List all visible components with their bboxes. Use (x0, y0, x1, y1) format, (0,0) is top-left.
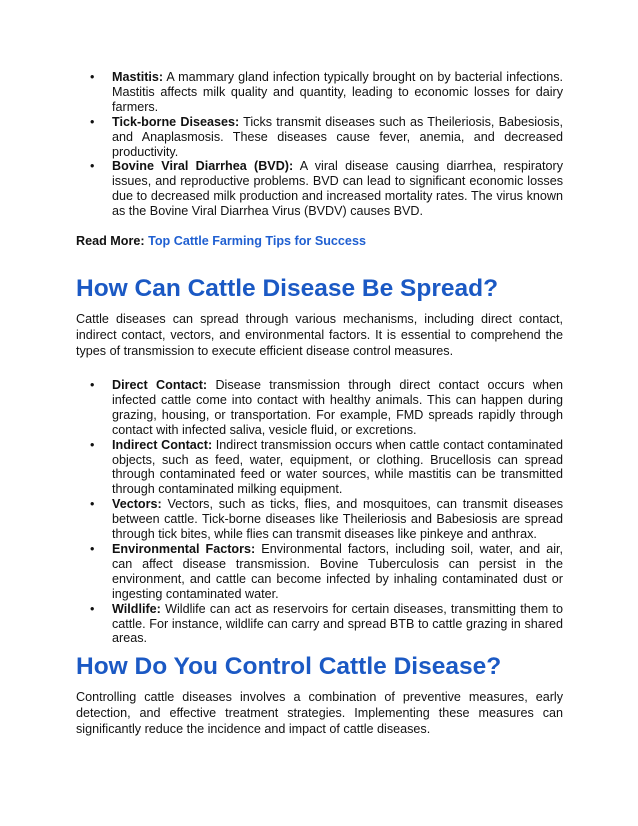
list-term: Direct Contact: (112, 378, 208, 392)
list-text: A viral disease causing diarrhea, respiratory issues, and reproductive problems. BVD can lead to significant economic losses due to decreased milk production and increased mortality rates. The virus known as the Bovine Viral Diarrhea Virus (BVDV) causes BVD. (112, 159, 563, 219)
read-more-link[interactable]: Top Cattle Farming Tips for Success (148, 234, 366, 248)
bullet-icon (90, 115, 94, 130)
section-intro-control: Controlling cattle diseases involves a combination of preventive measures, early detection, and effective treatment strategies. Implementing these measures can significantly reduce the incidence and impact of cattle diseases. (76, 690, 563, 736)
list-item-bvd (90, 159, 563, 219)
list-text: Wildlife can act as reservoirs for certain diseases, transmitting them to cattle. For instance, wildlife can carry and spread BTB to cattle grazing in shared areas. (112, 601, 563, 646)
list-text: A mammary gland infection typically brought on by bacterial infections. Mastitis affects milk quality and quantity, leading to economic losses for dairy farmers. (112, 70, 563, 114)
bullet-icon (90, 378, 94, 393)
list-item-indirect-contact (90, 438, 563, 498)
disease-types-list (90, 70, 563, 219)
list-term: Vectors: (112, 497, 162, 512)
list-term: Wildlife: (112, 601, 161, 616)
list-text: Disease transmission through direct contact occurs when infected cattle come into contact with healthy animals. This can happen during grazing, housing, or transportation. For example, FMD spreads rapidly through contact with infected saliva, vesicle fluid, or excretions. (112, 378, 563, 437)
list-term: Indirect Contact: (112, 437, 213, 452)
bullet-icon (90, 602, 94, 617)
read-more (76, 234, 366, 248)
list-text: Environmental factors, including soil, water, and air, can affect disease transmission. Bovine Tuberculosis can persist in the environment, and cattle can become infected by inhaling contaminated dust or ingesting contaminated water. (112, 541, 563, 601)
list-item-tick-borne (90, 115, 563, 160)
list-term: Tick-borne Diseases: (112, 114, 240, 129)
list-term: Mastitis: (112, 70, 164, 84)
list-term: Environmental Factors: (112, 541, 256, 556)
section-heading-spread: How Can Cattle Disease Be Spread? (76, 275, 499, 302)
list-term: Bovine Viral Diarrhea (BVD): (112, 159, 294, 174)
list-item-environmental (90, 542, 563, 602)
bullet-icon (90, 159, 94, 174)
read-more-label: Read More: (76, 234, 149, 248)
list-item-wildlife (90, 602, 563, 647)
list-item-vectors (90, 497, 563, 542)
bullet-icon (90, 497, 94, 512)
list-text: Ticks transmit diseases such as Theileriosis, Babesiosis, and Anaplasmosis. These diseases cause fever, anemia, and decreased productivity. (112, 114, 563, 159)
bullet-icon (90, 542, 94, 557)
list-text: Indirect transmission occurs when cattle contact contaminated objects, such as feed, water, equipment, or clothing. Brucellosis can spread through contaminated feed or water sources, while mastitis can be transmitted through contaminated milking equipment. (112, 437, 564, 497)
bullet-icon (90, 438, 94, 453)
bullet-icon (90, 70, 94, 85)
section-heading-control: How Do You Control Cattle Disease? (76, 653, 502, 680)
list-item-mastitis (90, 70, 563, 115)
section-intro-spread: Cattle diseases can spread through various mechanisms, including direct contact, indirect contact, vectors, and environmental factors. It is essential to comprehend the types of transmission to execute efficient disease control measures. (76, 312, 563, 358)
list-text: Vectors, such as ticks, flies, and mosquitoes, can transmit diseases between cattle. Tick-borne diseases like Theileriosis and Babesiosis are spread through tick bites, while flies can transmit diseases like pinkeye and anthrax. (112, 497, 563, 542)
list-item-direct-contact (90, 378, 563, 438)
transmission-list (90, 378, 563, 646)
